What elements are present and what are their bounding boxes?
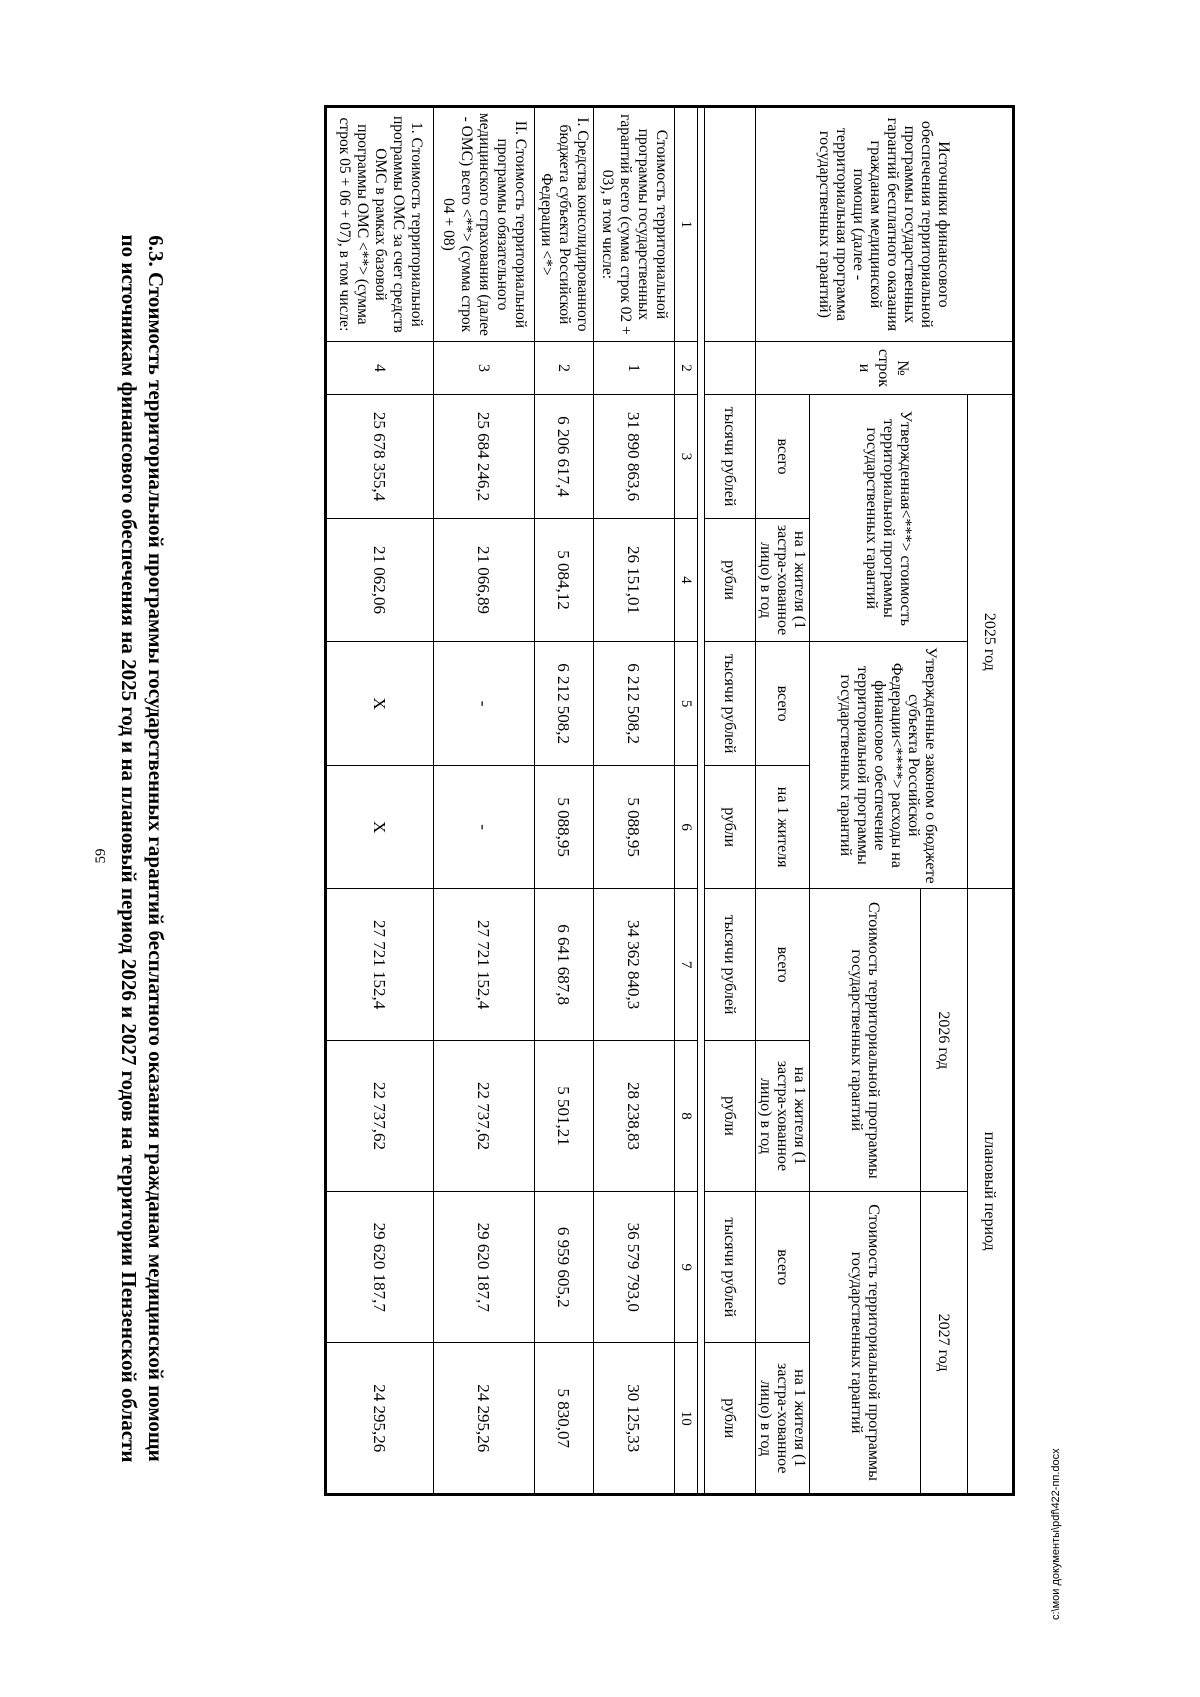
column-number: 10 (675, 1343, 698, 1495)
cell-value: 34 362 840,3 (594, 889, 675, 1040)
header-separator (698, 107, 705, 1495)
title-line-2: по источникам финансового обеспечения на 2025 год и на плановый период 2026 и 2027 годов на территории Пензенской области (117, 234, 141, 1463)
column-number: 4 (675, 518, 698, 642)
cost-table (324, 105, 1015, 1496)
column-number: 5 (675, 642, 698, 766)
row-no: 3 (434, 341, 535, 394)
cell-value: 6 212 508,2 (594, 642, 675, 766)
header-year-2026: 2026 год (921, 889, 968, 1192)
cell-value: 24 295,26 (326, 1343, 434, 1495)
cell-value: 6 212 508,2 (535, 642, 594, 766)
cell-value: Х (326, 765, 434, 889)
header-total-5: всего (756, 642, 810, 766)
unit-col-6: рубли (705, 765, 756, 889)
column-number: 6 (675, 765, 698, 889)
header-per-resident-6: на 1 жителя (756, 765, 810, 889)
unit-empty-1 (705, 107, 756, 342)
cell-value: 27 721 152,4 (326, 889, 434, 1040)
row-no: 2 (535, 341, 594, 394)
page-title (115, 0, 169, 1697)
row-label: I. Средства консолидированного бюджета субъекта Российской Федерации <*> (535, 107, 594, 342)
table-row (535, 107, 594, 1495)
cell-value: 21 062,06 (326, 518, 434, 642)
header-cost-2027: Стоимость территориальной программы государственных гарантий (810, 1192, 921, 1495)
header-row-no: № строки (756, 341, 1014, 394)
cell-value: 6 959 605,2 (535, 1192, 594, 1343)
cell-value: 26 151,01 (594, 518, 675, 642)
cell-value: 25 678 355,4 (326, 395, 434, 519)
cell-value: 28 238,83 (594, 1040, 675, 1191)
header-approved-budget: Утвержденные законом о бюджете субъекта Российской Федерации<****> расходы на финансовое обеспечение территориальной программы государственных гарантий (810, 642, 968, 889)
cell-value: 30 125,33 (594, 1343, 675, 1495)
title-line-1: 6.3. Стоимость территориальной программы государственных гарантий бесплатного оказания гражданам медицинской помощи (144, 235, 168, 1462)
cell-value: 24 295,26 (434, 1343, 535, 1495)
cell-value: 5 084,12 (535, 518, 594, 642)
cell-value: 22 737,62 (326, 1040, 434, 1191)
footer-file-path: c:\мои документы\pdf\422-пп.docx (1050, 1448, 1062, 1620)
page-number: 59 (93, 848, 109, 864)
cell-value: 5 088,95 (594, 765, 675, 889)
column-number: 2 (675, 341, 698, 394)
header-total-7: всего (756, 889, 810, 1040)
unit-col-5: тысячи рублей (705, 642, 756, 766)
unit-col-8: рубли (705, 1040, 756, 1191)
cell-value: 22 737,62 (434, 1040, 535, 1191)
header-year-2027: 2027 год (921, 1192, 968, 1495)
cell-value: - (434, 765, 535, 889)
unit-col-9: тысячи рублей (705, 1192, 756, 1343)
column-number: 1 (675, 107, 698, 342)
row-no: 4 (326, 341, 434, 394)
row-label: Стоимость территориальной программы государственных гарантий всего (сумма строк 02 + 03), в том числе: (594, 107, 675, 342)
table-row (434, 107, 535, 1495)
row-label: II. Стоимость территориальной программы обязательного медицинского страхования (далее - ОМС) всего <**> (сумма строк 04 + 08) (434, 107, 535, 342)
cell-value: 5 830,07 (535, 1343, 594, 1495)
header-planned-period: плановый период (968, 889, 1014, 1495)
header-sources: Источники финансового обеспечения территориальной программы государственных гарантий бесплатного оказания гражданам медицинской помощи (далее - территориальная программа государственных гарантий) (756, 107, 1014, 342)
header-year-2025: 2025 год (968, 395, 1014, 889)
header-total-9: всего (756, 1192, 810, 1343)
header-total-3: всего (756, 395, 810, 519)
cell-value: 21 066,89 (434, 518, 535, 642)
cell-value: 5 501,21 (535, 1040, 594, 1191)
column-number: 9 (675, 1192, 698, 1343)
header-per-insured-8: на 1 жителя (1 застра-хованное лицо) в год (756, 1040, 810, 1191)
column-number: 8 (675, 1040, 698, 1191)
header-per-insured-10: на 1 жителя (1 застра-хованное лицо) в год (756, 1343, 810, 1495)
cell-value: 31 890 863,6 (594, 395, 675, 519)
row-no: 1 (594, 341, 675, 394)
cell-value: - (434, 642, 535, 766)
header-cost-2026: Стоимость территориальной программы государственных гарантий (810, 889, 921, 1192)
column-number: 3 (675, 395, 698, 519)
cell-value: 6 641 687,8 (535, 889, 594, 1040)
cell-value: 29 620 187,7 (326, 1192, 434, 1343)
column-number: 7 (675, 889, 698, 1040)
unit-empty-2 (705, 341, 756, 394)
cell-value: 6 206 617,4 (535, 395, 594, 519)
cell-value: 29 620 187,7 (434, 1192, 535, 1343)
row-label: 1. Стоимость территориальной программы ОМС за счет средств ОМС в рамках базовой программы ОМС <**> (сумма строк 05 + 06 + 07), в том числе: (326, 107, 434, 342)
cell-value: 27 721 152,4 (434, 889, 535, 1040)
cell-value: 36 579 793,0 (594, 1192, 675, 1343)
unit-col-10: рубли (705, 1343, 756, 1495)
table-row (594, 107, 675, 1495)
header-approved-cost: Утвержденная<***> стоимость территориальной программы государственных гарантий (810, 395, 968, 642)
unit-col-7: тысячи рублей (705, 889, 756, 1040)
unit-col-4: рубли (705, 518, 756, 642)
cell-value: 5 088,95 (535, 765, 594, 889)
unit-col-3: тысячи рублей (705, 395, 756, 519)
table-row (326, 107, 434, 1495)
header-per-insured-4: на 1 жителя (1 застра-хованное лицо) в год (756, 518, 810, 642)
cell-value: Х (326, 642, 434, 766)
cell-value: 25 684 246,2 (434, 395, 535, 519)
